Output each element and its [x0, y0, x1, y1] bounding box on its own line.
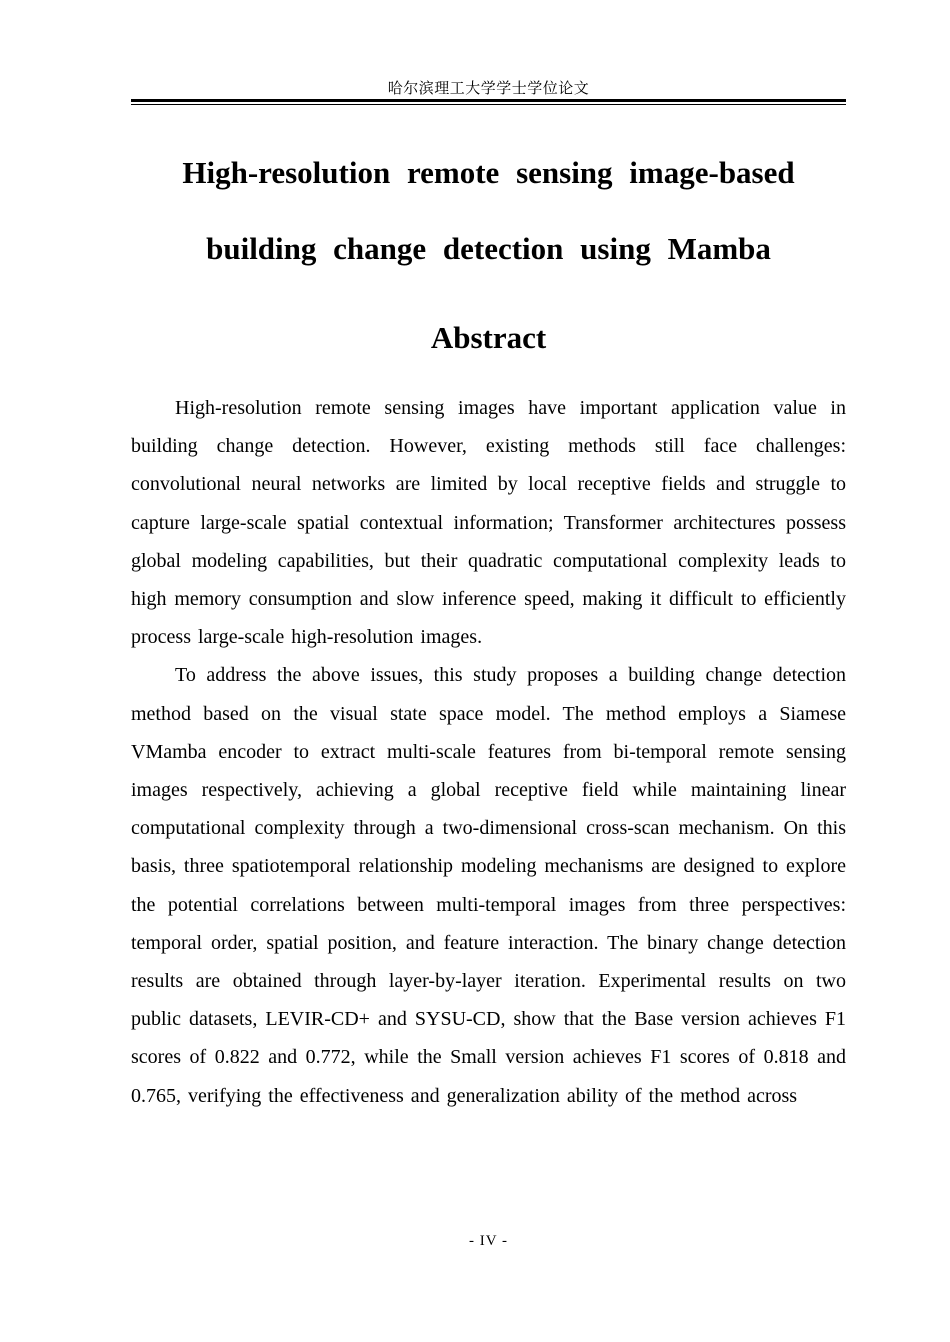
header-rule-thick [131, 99, 846, 102]
running-header: 哈尔滨理工大学学士学位论文 [387, 79, 590, 97]
page-number: - IV - [468, 1233, 509, 1249]
abstract-body [131, 389, 846, 1115]
thesis-title-line-1: High-resolution remote sensing image-based [182, 155, 795, 190]
abstract-paragraph-1: High-resolution remote sensing images have important application value in building change detection. However, existing methods still face challenges: convolutional neural networks are limited by local receptive fields and struggle to capture large-scale spatial contextual information; Transformer architectures possess global modeling capabilities, but their quadratic computational complexity leads to high memory consumption and slow inference speed, making it difficult to efficiently process large-scale high-resolution images. [131, 397, 846, 649]
header-rule-thin [131, 104, 846, 105]
abstract-heading: Abstract [430, 320, 547, 355]
thesis-title-line-2: building change detection using Mamba [206, 231, 771, 266]
abstract-paragraph-2: To address the above issues, this study proposes a building change detection method based on the visual state space model. The method employs a Siamese VMamba encoder to extract multi-scale features from bi-temporal remote sensing images respectively, achieving a global receptive field while maintaining linear computational complexity through a two-dimensional cross-scan mechanism. On this basis, three spatiotemporal relationship modeling mechanisms are designed to explore the potential correlations between multi-temporal images from three perspectives: temporal order, spatial position, and feature interaction. The binary change detection results are obtained through layer-by-layer iteration. Experimental results on two public datasets, LEVIR-CD+ and SYSU-CD, show that the Base version achieves F1 scores of 0.822 and 0.772, while the Small version achieves F1 scores of 0.818 and 0.765, verifying the effectiveness and generalization ability of the method across [131, 664, 846, 1107]
